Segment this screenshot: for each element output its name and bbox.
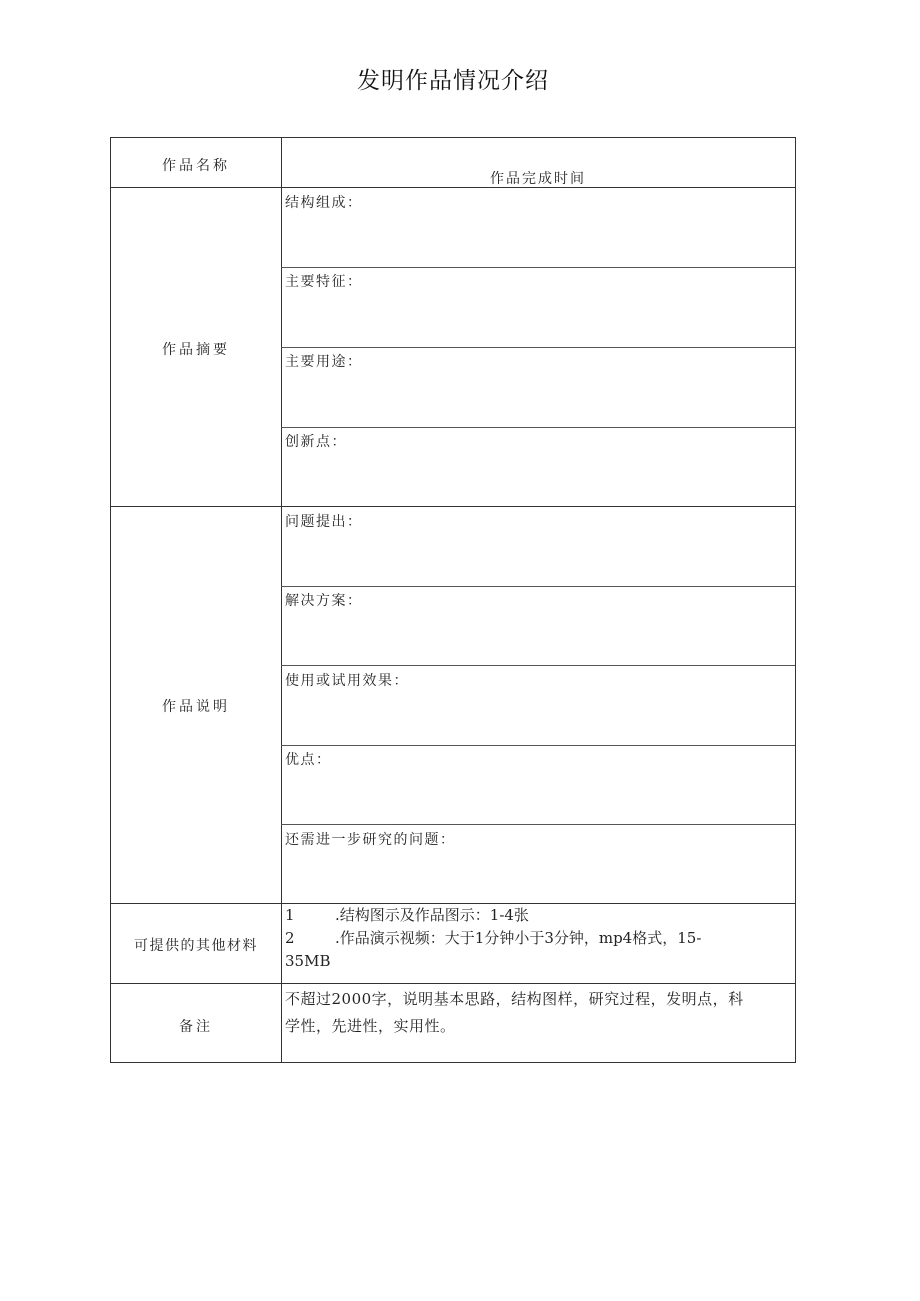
row-divider	[111, 983, 795, 984]
list-item	[282, 904, 793, 927]
completion-time-label: 作品完成时间	[490, 171, 586, 187]
materials-list	[282, 904, 793, 982]
usage-field-label: 主要用途：	[285, 354, 363, 370]
work-name-label: 作品名称	[162, 158, 230, 174]
structure-field-label: 结构组成：	[285, 195, 363, 211]
solution-field-label: 解决方案：	[285, 593, 363, 609]
remarks-line: 学性，先进性，实用性。	[285, 1017, 456, 1035]
page-title: 发明作品情况介绍	[357, 68, 549, 94]
subrow-divider	[281, 824, 795, 825]
abstract-label: 作品摘要	[162, 342, 230, 358]
list-item	[282, 927, 793, 950]
item-text: 35MB	[285, 952, 331, 970]
subrow-divider	[281, 427, 795, 428]
subrow-divider	[281, 267, 795, 268]
description-label: 作品说明	[162, 699, 230, 715]
remarks-label: 备注	[179, 1019, 213, 1035]
subrow-divider	[281, 586, 795, 587]
item-text: .结构图示及作品图示：1-4张	[335, 906, 529, 924]
item-number: 1	[285, 906, 295, 924]
remarks-line: 不超过2000字，说明基本思路，结构图样，研究过程，发明点，科	[285, 990, 744, 1008]
subrow-divider	[281, 347, 795, 348]
features-field-label: 主要特征：	[285, 274, 363, 290]
subrow-divider	[281, 665, 795, 666]
item-number: 2	[285, 929, 295, 947]
materials-label: 可提供的其他材料	[134, 938, 258, 954]
problem-field-label: 问题提出：	[285, 514, 363, 530]
item-text: .作品演示视频：大于1分钟小于3分钟，mp4格式，15-	[335, 929, 702, 947]
effect-field-label: 使用或试用效果：	[285, 673, 409, 689]
list-item	[282, 950, 793, 973]
remarks-text	[285, 986, 789, 1040]
subrow-divider	[281, 745, 795, 746]
row-divider	[111, 506, 795, 507]
innovation-field-label: 创新点：	[285, 434, 347, 450]
invention-form-table	[110, 137, 796, 1063]
further-research-field-label: 还需进一步研究的问题：	[285, 832, 456, 848]
advantages-field-label: 优点：	[285, 752, 332, 768]
